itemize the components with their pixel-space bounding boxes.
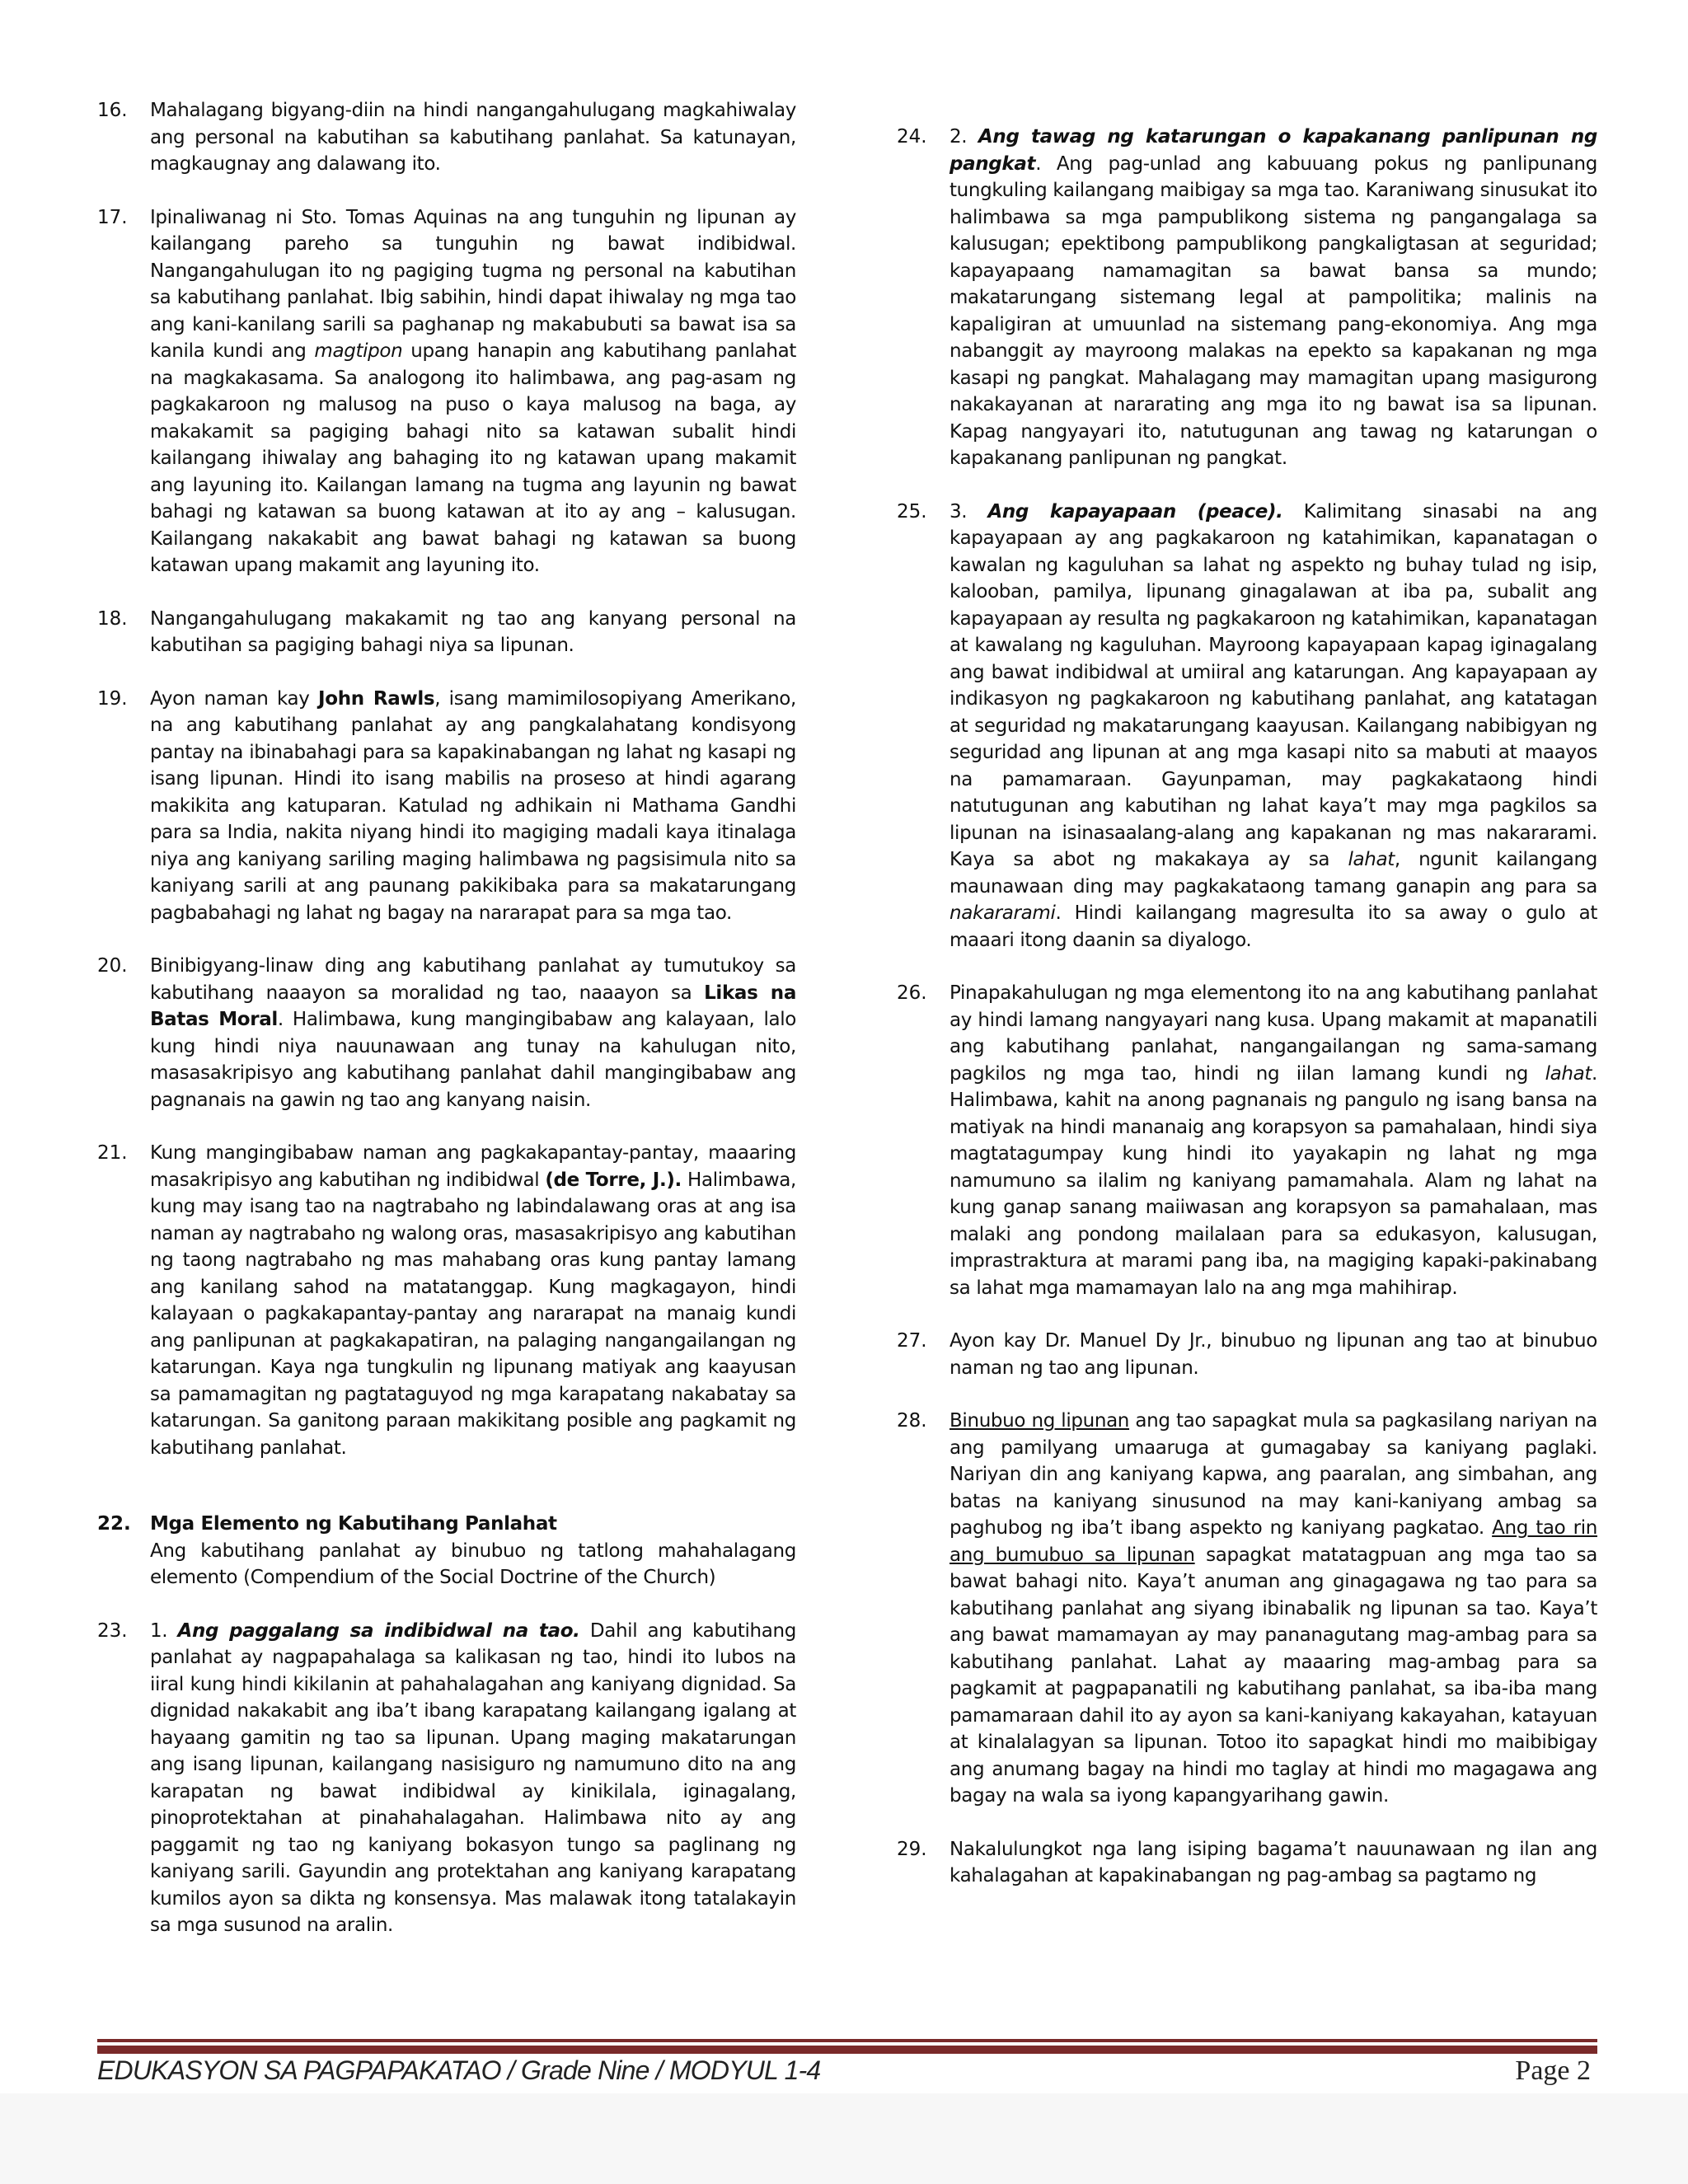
underlined-phrase: Ang tao rin ang bumubuo sa lipunan	[950, 1517, 1597, 1566]
item-number: 24.	[897, 126, 927, 148]
emphasis: magtipon	[314, 340, 403, 362]
footer-module-title: EDUKASYON SA PAGPAPAKATAO / Grade Nine / MODYUL 1-4	[97, 2055, 821, 2085]
list-item	[897, 499, 1597, 954]
item-text: Binubuo ng lipunan ang tao sapagkat mula sa pagkasilang nariyan na ang pamilyang umaaruga at gumagabay sa kaniyang paglaki. Nariyan din ang kaniyang kapwa, ang paaralan, ang simbahan, ang batas na kaniyang sinusunod na may kani-kaniyang ambag sa paghubog ng iba’t ibang aspekto ng kaniyang pagkatao. Ang tao rin ang bumubuo sa lipunan sapagkat matatagpuan ang mga tao sa bawat bahagi nito. Kaya’t anuman ang ginagagawa ng tao para sa kabutihang panlahat ang siyang ibinabalik ng lipunan sa tao. Kaya’t ang bawat mamamayan ay may pananagutang mag-ambag para sa kabutihang panlahat. Lahat ay maaaring mag-ambag para sa pagkamit at pagpapanatili ng kabutihang panlahat, sa iba-iba mang pamamaraan dahil ito ay ayon sa kani-kaniyang kakayahan, katayuan at kinalalagyan sa lipunan. Totoo ito sapagkat hindi mo maibibigay ang anumang bagay na hindi mo taglay at hindi mo magagawa ang bagay na wala sa iyong kapangyarihang gawin.	[950, 1410, 1597, 1807]
bold-citation: (de Torre, J.).	[545, 1169, 682, 1191]
item-number: 16.	[97, 100, 128, 121]
page-number: Page 2	[1515, 2055, 1591, 2086]
emphasis: lahat	[1348, 849, 1395, 870]
item-text: Ayon kay Dr. Manuel Dy Jr., binubuo ng lipunan ang tao at binubuo naman ng tao ang lipunan.	[950, 1330, 1597, 1379]
item-number: 29.	[897, 1838, 927, 1860]
item-text: Ipinaliwanag ni Sto. Tomas Aquinas na ang tunguhin ng lipunan ay kailangang pareho sa tunguhin ng bawat indibidwal. Nangangahulugan ito ng pagiging tugma ng personal na kabutihan sa kabutihang panlahat. Ibig sabihin, hindi dapat ihiwalay ng mga tao ang kani-kanilang sarili sa paghanap ng makabubuti sa bawat isa sa kanila kundi ang magtipon upang hanapin ang kabutihang panlahat na magkakasama. Sa analogong ito halimbawa, ang pag-asam ng pagkakaroon ng malusog na puso o kaya malusog na baga, ay makakamit sa pagiging bahagi nito sa katawan subalit hindi kailangang ihiwalay ang bahaging ito ng katawan upang makamit ang layuning ito. Kailangan lamang na tugma ang layunin ng bawat bahagi ng katawan sa buong katawan at ito ay ang – kalusugan. Kailangang nakakabit ang bawat bahagi ng katawan sa buong katawan upang makamit ang layuning ito.	[150, 206, 796, 576]
bold-name: John Rawls	[318, 687, 435, 710]
item-text: Mahalagang bigyang-diin na hindi nangangahulugang magkahiwalay ang personal na kabutihan sa kabutihang panlahat. Sa katunayan, magkaugnay ang dalawang ito.	[150, 100, 796, 175]
list-item	[897, 124, 1597, 472]
item-number: 25.	[897, 500, 927, 523]
item-number: 28.	[897, 1410, 927, 1432]
item-number: 26.	[897, 982, 927, 1004]
element-title: Ang kapayapaan (peace).	[987, 500, 1283, 523]
item-number: 22.	[97, 1513, 131, 1535]
item-text: 2. Ang tawag ng katarungan o kapakanang panlipunan ng pangkat. Ang pag-unlad ang kabuuang pokus ng panlipunang tungkuling kailangang maibigay sa mga tao. Karaniwang sinusukat ito halimbawa sa mga pampublikong sistema ng pangangalaga sa kalusugan; epektibong pampublikong pangkaligtasan at seguridad; kapayapaang namamagitan sa bawat bansa sa mundo; makatarungang sistemang legal at pampolitika; malinis na kapaligiran at umuunlad na sistemang pang-ekonomiya. Ang mga nabanggit ay mayroong malakas na epekto sa kapakanan ng mga kasapi ng pangkat. Mahalagang may mamagitan upang masigurong nakakayanan at nararating ang mga ito ng bawat isa sa lipunan. Kapag nangyayari ito, natutugunan ang tawag ng katarungan o kapakanang panlipunan ng pangkat.	[950, 126, 1597, 469]
bold-term: Likas na Batas Moral	[150, 982, 796, 1030]
right-column	[897, 124, 1597, 1916]
section-title: Mga Elemento ng Kabutihang Panlahat	[150, 1513, 557, 1535]
item-text: Ang kabutihang panlahat ay binubuo ng tatlong mahahalagang elemento (Compendium of the Social Doctrine of the Church)	[150, 1540, 796, 1588]
list-item	[897, 980, 1597, 1301]
list-item	[897, 1836, 1597, 1890]
item-number: 20.	[97, 955, 128, 977]
item-number: 21.	[97, 1142, 128, 1164]
list-item	[97, 1618, 796, 1939]
item-number: 27.	[897, 1330, 927, 1352]
list-item	[897, 1328, 1597, 1381]
element-title: Ang tawag ng katarungan o kapakanang panlipunan ng pangkat	[950, 126, 1597, 175]
item-number: 23.	[97, 1619, 128, 1642]
emphasis: lahat	[1545, 1062, 1592, 1085]
footer-rule	[97, 2039, 1597, 2042]
element-title: Ang paggalang sa indibidwal na tao.	[177, 1619, 580, 1642]
footer-rule-thick	[97, 2046, 1597, 2054]
underlined-phrase: Binubuo ng lipunan	[950, 1410, 1130, 1432]
list-item	[97, 953, 796, 1113]
item-text: Ayon naman kay John Rawls, isang mamimilosopiyang Amerikano, na ang kabutihang panlahat ay ang pangkalahatang kondisyong pantay na ibinabahagi para sa kapakinabangan ng lahat ng kasapi ng isang lipunan. Hindi ito isang mabilis na proseso at hindi agarang makikita ang katuparan. Katulad ng adhikain ni Mathama Gandhi para sa India, nakita niyang hindi ito magiging madali kaya itinalaga niya ang kaniyang sariling maging halimbawa ng pagsisimula nito sa kaniyang sarili at ang paunang pakikibaka para sa makatarungang pagbabahagi ng lahat ng bagay na nararapat para sa mga tao.	[150, 687, 796, 924]
list-item	[97, 204, 796, 579]
item-number: 17.	[97, 206, 128, 228]
list-item	[97, 1140, 796, 1461]
list-item	[897, 1408, 1597, 1810]
item-text: 3. Ang kapayapaan (peace). Kalimitang sinasabi na ang kapayapaan ay ang pagkakaroon ng katahimikan, kapanatagan o kawalan ng kaguluhan sa lahat ng aspekto ng buhay tulad ng isip, kalooban, pamilya, lipunang ginagalawan at iba pa, subalit ang kapayapaan ay resulta ng pagkakaroon ng katahimikan, kapanatagan at kawalang ng kaguluhan. Mayroong kapayapaan kapag iginagalang ang bawat indibidwal at umiiral ang katarungan. Ang kapayapaan ay indikasyon ng pagkakaroon ng kabutihang panlahat, ang katatagan at seguridad ng makatarungang kaayusan. Kailangang nabibigyan ng seguridad ang lipunan at ang mga kasapi nito sa mabuti at maayos na pamamaraan. Gayunpaman, may pagkakataong hindi natutugunan ang kabutihan ng lahat kaya’t may mga pagkilos sa lipunan na isinasaalang-alang ang kapakanan ng mas nakararami. Kaya sa abot ng makakaya ay sa lahat, ngunit kailangang maunawaan ding may pagkakataong tamang ganapin ang para sa nakararami. Hindi kailangang magresulta ito sa away o gulo at maaari itong daanin sa diyalogo.	[950, 500, 1597, 951]
item-text: Nangangahulugang makakamit ng tao ang kanyang personal na kabutihan sa pagiging bahagi niya sa lipunan.	[150, 607, 796, 656]
item-text: Binibigyang-linaw ding ang kabutihang panlahat ay tumutukoy sa kabutihang naaayon sa moralidad ng tao, naaayon sa Likas na Batas Moral. Halimbawa, kung mangingibabaw ang kalayaan, lalo kung hindi niya nauunawaan ang tunay na kahulugan nito, masasakripisyo ang kabutihang panlahat dahil mangingibabaw ang pagnanais na gawin ng tao ang kanyang naisin.	[150, 955, 796, 1111]
item-number: 18.	[97, 607, 128, 630]
item-text: Nakalulungkot nga lang isiping bagama’t nauunawaan ng ilan ang kahalagahan at kapakinabangan ng pag-ambag sa pagtamo ng	[950, 1838, 1597, 1886]
list-item	[97, 686, 796, 927]
list-item	[97, 606, 796, 659]
item-text: 1. Ang paggalang sa indibidwal na tao. Dahil ang kabutihang panlahat ay nagpapahalaga sa kalikasan ng tao, hindi ito lubos na iiral kung hindi kikilanin at pahahalagahan ang kaniyang dignidad. Sa dignidad nakakabit ang iba’t ibang karapatang kailangang igalang at hayaang gamitin ng tao sa lipunan. Upang maging makatarungan ang isang lipunan, kailangang nasisiguro ng namumuno dito na ang karapatan ng bawat indibidwal ay kinikilala, iginagalang, pinoprotektahan at pinahahalagahan. Halimbawa nito ay ang paggamit ng tao ng kaniyang bokasyon tungo sa paglinang ng kaniyang sarili. Gayundin ang protektahan ang kaniyang karapatang kumilos ayon sa dikta ng konsensya. Mas malawak itong tatalakayin sa mga susunod na aralin.	[150, 1619, 797, 1936]
item-text: Kung mangingibabaw naman ang pagkakapantay-pantay, maaaring masakripisyo ang kabutihan ng indibidwal (de Torre, J.). Halimbawa, kung may isang tao na nagtrabaho ng labindalawang oras at ang isa naman ay nagtrabaho ng walong oras, masasakripisyo ang kabutihan ng taong nagtrabaho ng mas mahabang oras kung pantay lamang ang kanilang sahod na matatanggap. Kung magkagayon, hindi kalayaan o pagkakapantay-pantay ang nararapat na manaig kundi ang panlipunan at pagkakapatiran, na palaging nangangailangan ng katarungan. Kaya nga tungkulin ng lipunang matiyak ang kaayusan sa pamamagitan ng pagtataguyod ng mga karapatang nakabatay sa katarungan. Sa ganitong paraan makikitang posible ang pagkamit ng kabutihang panlahat.	[150, 1142, 797, 1459]
page-bottom-band	[0, 2093, 1688, 2184]
emphasis: nakararami	[950, 902, 1056, 924]
list-item	[97, 97, 796, 178]
item-text: Pinapakahulugan ng mga elementong ito na ang kabutihang panlahat ay hindi lamang nangyayari nang kusa. Upang makamit at mapanatili ang kabutihang panlahat, nangangailangan ng sama-samang pagkilos ng mga tao, hindi ng iilan lamang kundi ng lahat. Halimbawa, kahit na anong pagnanais ng pangulo ng isang bansa na matiyak na hindi mananaig ang korapsyon sa pamahalaan, hindi siya magtatagumpay kung hindi ito yayakapin ng lahat ng mga namumuno sa ilalim ng kaniyang pamamahala. Alam ng lahat na kung ganap sanang maiiwasan ang korapsyon sa pamahalaan, mas malaki ang pondong mailalaan para sa edukasyon, kalusugan, imprastraktura at marami pang iba, na magiging kapaki-pakinabang sa lahat mga mamamayan lalo na ang mga mahihirap.	[950, 982, 1597, 1299]
item-number: 19.	[97, 687, 128, 710]
section-heading-item	[97, 1511, 796, 1591]
left-column	[97, 97, 796, 1966]
